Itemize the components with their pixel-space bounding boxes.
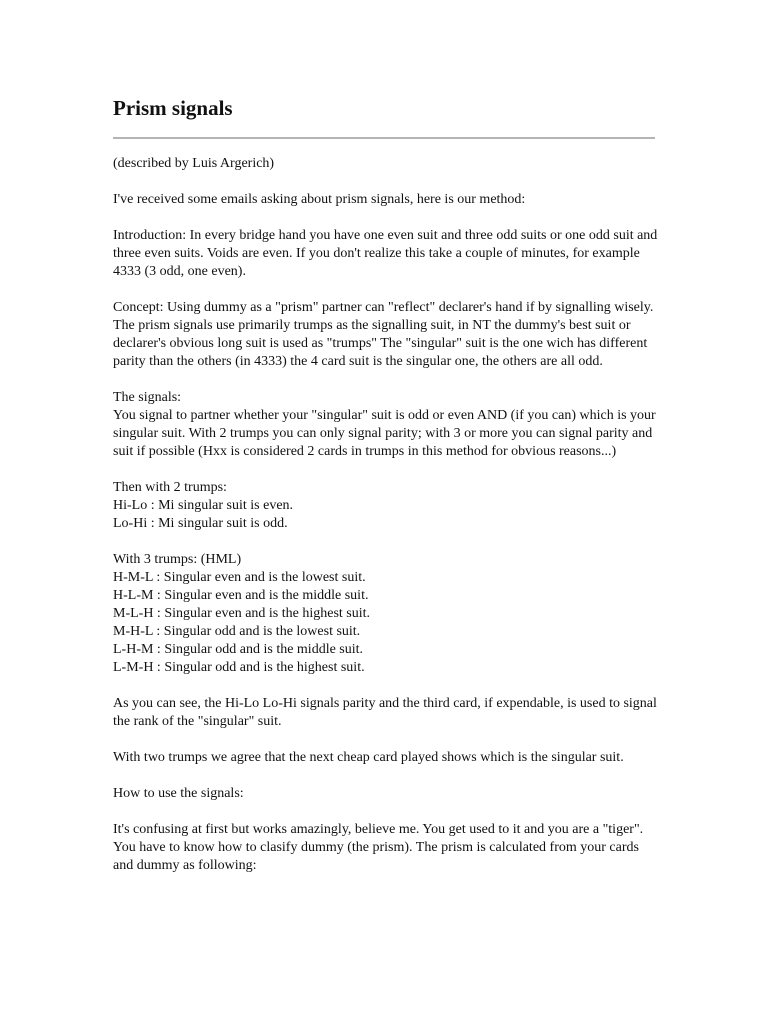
- three-trumps-section: [113, 551, 658, 677]
- parity-explanation-paragraph: As you can see, the Hi-Lo Lo-Hi signals parity and the third card, if expendable, is used to signal the rank of the "singular" suit.: [113, 696, 657, 729]
- intro-paragraph: I've received some emails asking about prism signals, here is our method:: [113, 192, 526, 207]
- signal-line: M-H-L : Singular odd and is the lowest suit.: [113, 624, 361, 639]
- three-trumps-heading: With 3 trumps: (HML): [113, 552, 242, 567]
- signal-line: Lo-Hi : Mi singular suit is odd.: [113, 516, 288, 531]
- signal-line: Hi-Lo : Mi singular suit is even.: [113, 498, 294, 513]
- title-divider: [113, 137, 655, 139]
- concept-paragraph: Concept: Using dummy as a "prism" partner can "reflect" declarer's hand if by signalling wisely. The prism signals use primarily trumps as the signalling suit, in NT the dummy's best suit or declarer's obvious long suit is used as "trumps" The "singular" suit is the one wich has different parity than the others (in 4333) the 4 card suit is the singular one, the others are all odd.: [113, 300, 654, 369]
- article-body: [113, 155, 658, 893]
- two-trumps-heading: Then with 2 trumps:: [113, 480, 227, 495]
- page-title: Prism signals: [113, 96, 233, 120]
- prism-explanation-paragraph: It's confusing at first but works amazingly, believe me. You get used to it and you are a "tiger". You have to know how to clasify dummy (the prism). The prism is calculated from your cards and dummy as following:: [113, 822, 644, 873]
- signals-text: You signal to partner whether your "singular" suit is odd or even AND (if you can) which is your singular suit. With 2 trumps you can only signal parity; with 3 or more you can signal parity and suit if possible (Hxx is considered 2 cards in trumps in this method for obvious reasons...): [113, 408, 656, 459]
- signal-line: L-H-M : Singular odd and is the middle suit.: [113, 642, 364, 657]
- byline: (described by Luis Argerich): [113, 156, 275, 171]
- signals-heading: The signals:: [113, 390, 182, 405]
- two-trumps-agreement-paragraph: With two trumps we agree that the next cheap card played shows which is the singular suit.: [113, 750, 624, 765]
- signals-section: [113, 389, 658, 461]
- signal-line: L-M-H : Singular odd and is the highest suit.: [113, 660, 365, 675]
- signal-line: H-M-L : Singular even and is the lowest suit.: [113, 570, 366, 585]
- introduction-paragraph: Introduction: In every bridge hand you have one even suit and three odd suits or one odd suit and three even suits. Voids are even. If you don't realize this take a couple of minutes, for example 4333 (3 odd, one even).: [113, 228, 658, 279]
- signal-line: M-L-H : Singular even and is the highest suit.: [113, 606, 371, 621]
- how-to-use-heading: How to use the signals:: [113, 786, 244, 801]
- signal-line: H-L-M : Singular even and is the middle suit.: [113, 588, 369, 603]
- two-trumps-section: [113, 479, 658, 533]
